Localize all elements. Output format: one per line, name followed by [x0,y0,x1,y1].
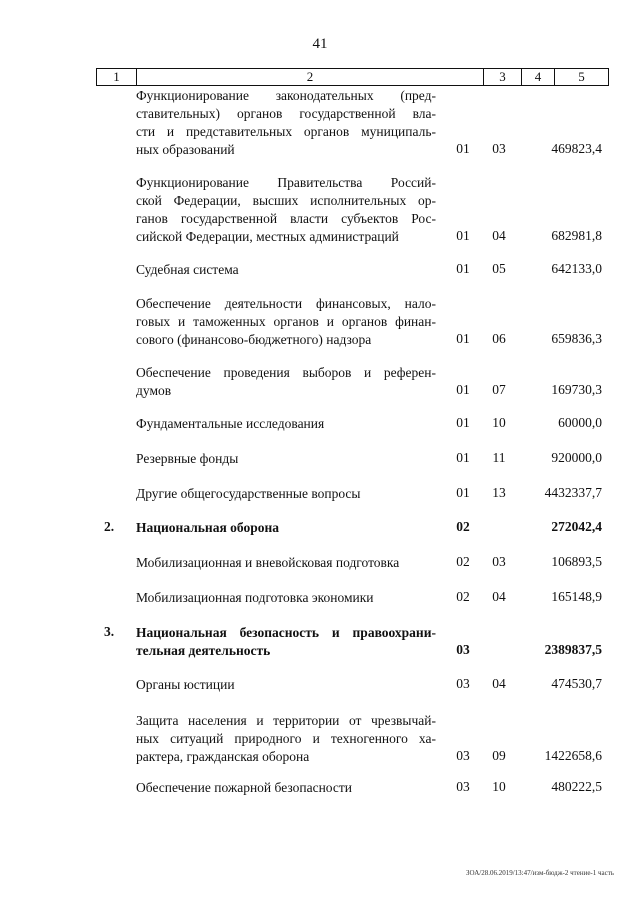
row-subsection-code: 09 [492,748,506,763]
row-amount: 480222,5 [551,779,602,794]
row-section-code: 01 [456,228,470,243]
column-header-4: 4 [522,69,555,85]
row-amount: 1422658,6 [544,748,602,763]
row-section-code: 01 [456,382,470,397]
row-amount: 469823,4 [551,141,602,156]
row-name [136,295,436,349]
row-name-line: Национальная безопасность и правоохрани- [136,625,436,640]
row-name-line: ганов государственной власти субъектов Рос- [136,211,436,226]
row-section-code: 03 [456,748,470,763]
column-header-2: 2 [137,69,484,85]
row-section-code: 03 [456,779,470,794]
row-amount: 60000,0 [558,415,602,430]
row-section-code: 01 [456,261,470,276]
row-name [136,174,436,246]
column-header-5: 5 [578,69,585,84]
column-header-1: 1 [97,69,137,85]
row-subsection-code: 04 [492,228,506,243]
row-amount: 682981,8 [551,228,602,243]
row-section-code: 01 [456,141,470,156]
row-number: 3. [104,624,115,639]
row-name-line: думов [136,383,172,398]
row-name [136,712,436,766]
row-name-line: Резервные фонды [136,451,239,466]
row-name-line: ской Федерации, высших исполнительных ор- [136,193,436,208]
row-name-line: Функционирование Правительства Россий- [136,175,436,190]
row-subsection-code: 10 [492,415,506,430]
row-section-code: 02 [456,554,470,569]
row-amount: 2389837,5 [544,642,602,657]
row-name [136,519,436,537]
row-name-line: Мобилизационная и вневойсковая подготовка [136,555,400,570]
row-name-line: ставительных) органов государственной вла- [136,106,436,121]
row-amount: 165148,9 [551,589,602,604]
row-amount: 106893,5 [551,554,602,569]
row-name-line: сового (финансово-бюджетного) надзора [136,332,372,347]
row-name-line: Другие общегосударственные вопросы [136,486,361,501]
row-subsection-code: 07 [492,382,506,397]
row-name [136,415,436,433]
row-name-line: Обеспечение проведения выборов и референ- [136,365,436,380]
row-amount: 920000,0 [551,450,602,465]
row-number: 2. [104,519,115,534]
column-header-3: 3 [484,69,522,85]
row-name-line: Национальная оборона [136,520,279,535]
row-subsection-code: 10 [492,779,506,794]
row-section-code: 02 [456,589,470,604]
footer-stamp: ЗОА/28.06.2019/13:47/изм-бюдж-2 чтение-1 часть [466,869,614,877]
row-name-line: Судебная система [136,262,239,277]
row-name-line: Обеспечение деятельности финансовых, нало- [136,296,436,311]
row-name [136,450,436,468]
row-name-line: тельная деятельность [136,643,271,658]
row-section-code: 01 [456,485,470,500]
row-subsection-code: 05 [492,261,506,276]
row-amount: 474530,7 [551,676,602,691]
page-number: 41 [312,36,328,52]
row-name [136,554,436,572]
row-name-line: ных образований [136,142,235,157]
row-subsection-code: 06 [492,331,506,346]
row-section-code: 02 [456,519,470,534]
row-subsection-code: 11 [492,450,506,465]
row-name-line: рактера, гражданская оборона [136,749,310,764]
row-name [136,779,436,797]
row-subsection-code: 03 [492,554,506,569]
row-section-code: 01 [456,415,470,430]
row-name-line: говых и таможенных органов и органов финан- [136,314,436,329]
row-name-line: Функционирование законодательных (пред- [136,88,436,103]
row-amount: 659836,3 [551,331,602,346]
row-subsection-code: 04 [492,589,506,604]
row-name-line: Органы юстиции [136,677,235,692]
row-amount: 169730,3 [551,382,602,397]
row-section-code: 01 [456,331,470,346]
row-name-line: Фундаментальные исследования [136,416,325,431]
row-section-code: 03 [456,676,470,691]
row-subsection-code: 04 [492,676,506,691]
row-name-line: сийской Федерации, местных администраций [136,229,399,244]
row-subsection-code: 13 [492,485,506,500]
row-section-code: 03 [456,642,470,657]
row-name [136,485,436,503]
row-name-line: сти и представительных органов муниципаль- [136,124,436,139]
row-subsection-code: 03 [492,141,506,156]
row-amount: 272042,4 [551,519,602,534]
row-name-line: Защита населения и территории от чрезвычай- [136,713,436,728]
row-name [136,364,436,400]
row-name-line: Обеспечение пожарной безопасности [136,780,353,795]
row-name [136,87,436,159]
row-section-code: 01 [456,450,470,465]
row-name [136,676,436,694]
row-amount: 642133,0 [551,261,602,276]
row-amount: 4432337,7 [544,485,602,500]
row-name [136,261,436,279]
row-name-line: Мобилизационная подготовка экономики [136,590,374,605]
row-name-line: ных ситуаций природного и техногенного ха- [136,731,436,746]
row-name [136,624,436,660]
row-name [136,589,436,607]
